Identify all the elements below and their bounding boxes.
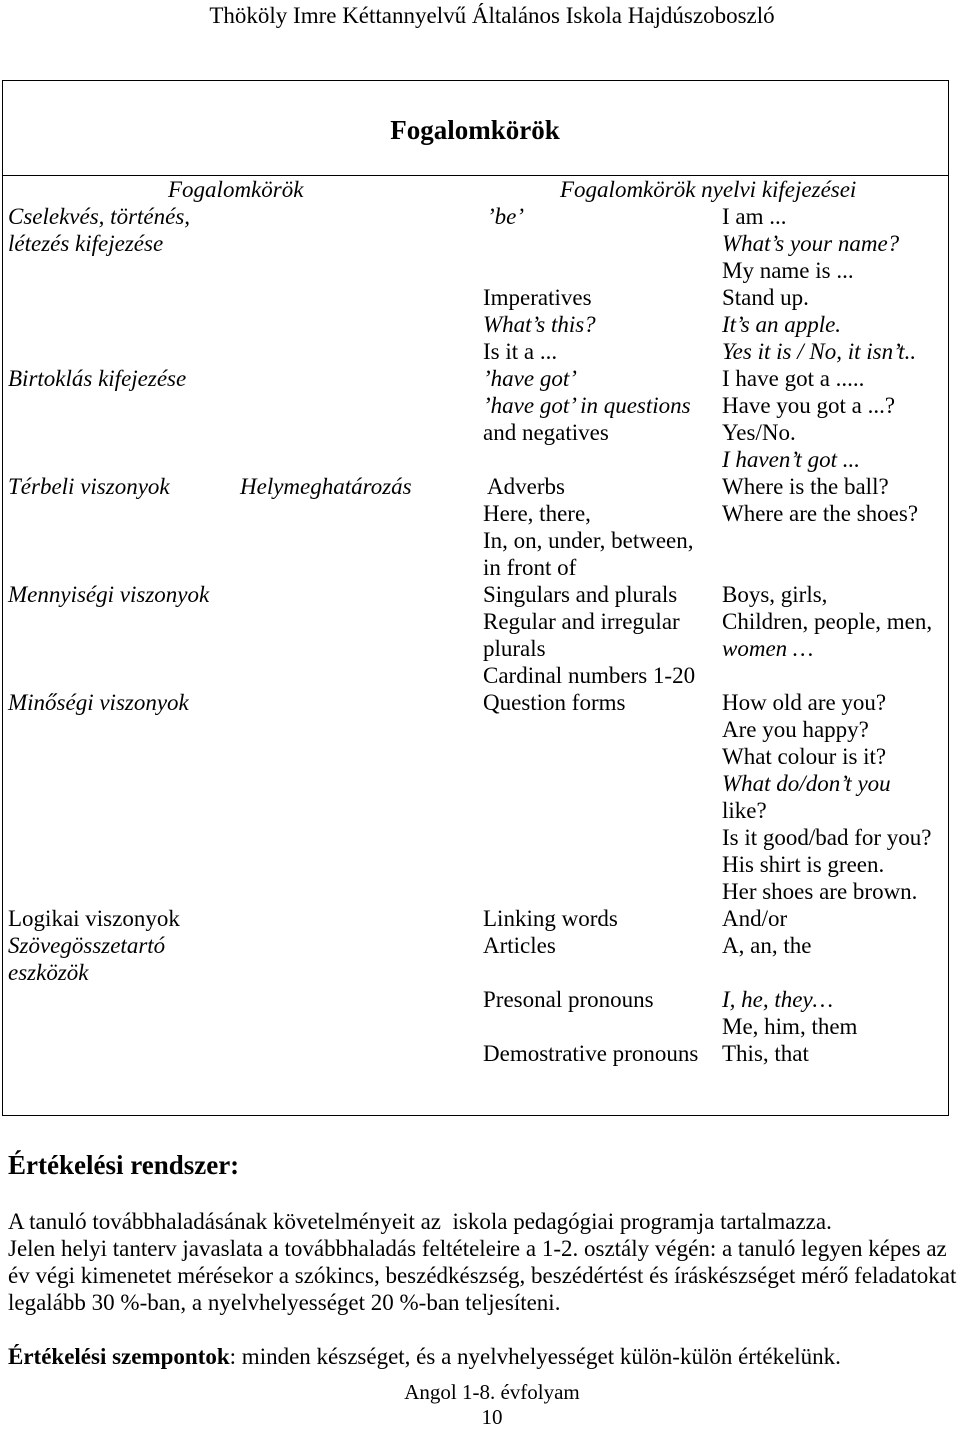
table-row — [0, 662, 960, 689]
table-row — [0, 446, 960, 473]
example-phrase: What do/don’t you — [722, 771, 891, 796]
example-phrase: Stand up. — [722, 285, 809, 310]
paragraph-line: Jelen helyi tanterv javaslata a továbbhaladás feltételeire a 1-2. osztály végén: a tanuló legyen képes az — [8, 1236, 947, 1261]
table-row — [0, 230, 960, 257]
example-phrase: Her shoes are brown. — [722, 879, 918, 904]
concept-label: Mennyiségi viszonyok — [8, 582, 210, 607]
example-phrase: Yes/No. — [722, 420, 796, 445]
example-phrase: How old are you? — [722, 690, 887, 715]
table-row — [0, 635, 960, 662]
concepts-table — [0, 176, 960, 1067]
example-phrase: I have got a ..... — [722, 366, 865, 391]
table-row — [0, 203, 960, 230]
table-title: Fogalomkörök — [390, 115, 560, 145]
table-row — [0, 770, 960, 797]
example-phrase: I haven’t got ... — [722, 447, 860, 472]
language-form: Regular and irregular — [483, 609, 680, 634]
paragraph-line: A tanuló továbbhaladásának követelményeit az iskola pedagógiai programja tartalmazza. — [8, 1209, 832, 1234]
concept-label: létezés kifejezése — [8, 231, 164, 256]
example-phrase: A, an, the — [722, 933, 812, 958]
table-row — [0, 473, 960, 500]
example-phrase: What’s your name? — [722, 231, 900, 256]
table-row — [0, 581, 960, 608]
language-form: ’be’ — [487, 204, 525, 229]
table-row — [0, 284, 960, 311]
table-row — [0, 986, 960, 1013]
table-row — [0, 500, 960, 527]
table-row — [0, 932, 960, 959]
language-form: In, on, under, between, — [483, 528, 694, 553]
table-header-row — [0, 176, 960, 203]
language-form: ’have got’ in questions — [483, 393, 691, 418]
language-form: ’have got’ — [483, 366, 577, 391]
subconcept-label: Helymeghatározás — [240, 474, 412, 499]
table-row — [0, 608, 960, 635]
page-header-school-name: Thököly Imre Kéttannyelvű Általános Iskola Hajdúszoboszló — [209, 3, 775, 28]
language-form: Adverbs — [487, 474, 565, 499]
language-form: Is it a ... — [483, 339, 558, 364]
language-form: Cardinal numbers 1-20 — [483, 663, 696, 688]
example-phrase: It’s an apple. — [722, 312, 842, 337]
example-phrase: Have you got a ...? — [722, 393, 896, 418]
paragraph-line: év végi kimenetet mérésekor a szókincs, beszédkészség, beszédértést és íráskészséget mérő feladatokat — [8, 1263, 957, 1288]
example-phrase: Is it good/bad for you? — [722, 825, 932, 850]
table-row — [0, 959, 960, 986]
evaluation-paragraph — [8, 1208, 958, 1316]
example-phrase: women … — [722, 636, 814, 661]
column-header-expressions: Fogalomkörök nyelvi kifejezései — [560, 177, 857, 202]
table-row — [0, 878, 960, 905]
table-row — [0, 365, 960, 392]
table-row — [0, 392, 960, 419]
language-form: Question forms — [483, 690, 626, 715]
concept-label: Térbeli viszonyok — [8, 474, 170, 499]
example-phrase: Yes it is / No, it isn’t.. — [722, 339, 917, 364]
table-row — [0, 851, 960, 878]
concept-label: Birtoklás kifejezése — [8, 366, 187, 391]
table-row — [0, 689, 960, 716]
concept-label: Szövegösszetartó — [8, 933, 166, 958]
evaluation-criteria — [8, 1343, 958, 1370]
language-form: in front of — [483, 555, 577, 580]
example-phrase: I am ... — [722, 204, 787, 229]
language-form: Here, there, — [483, 501, 591, 526]
table-row — [0, 554, 960, 581]
language-form: Articles — [483, 933, 556, 958]
example-phrase: This, that — [722, 1041, 809, 1066]
concept-label: Minőségi viszonyok — [8, 690, 189, 715]
evaluation-criteria-label: Értékelési szempontok — [8, 1344, 230, 1369]
table-row — [0, 716, 960, 743]
example-phrase: Me, him, them — [722, 1014, 858, 1039]
example-phrase: Boys, girls, — [722, 582, 828, 607]
language-form: Presonal pronouns — [483, 987, 654, 1012]
language-form: What’s this? — [483, 312, 596, 337]
example-phrase: I, he, they… — [722, 987, 834, 1012]
table-row — [0, 311, 960, 338]
example-phrase: His shirt is green. — [722, 852, 885, 877]
table-row — [0, 257, 960, 284]
language-form: Linking words — [483, 906, 618, 931]
example-phrase: like? — [722, 798, 767, 823]
language-form: Singulars and plurals — [483, 582, 678, 607]
example-phrase: Where is the ball? — [722, 474, 889, 499]
example-phrase: Children, people, men, — [722, 609, 933, 634]
language-form: Demostrative pronouns — [483, 1041, 699, 1066]
example-phrase: And/or — [722, 906, 788, 931]
evaluation-criteria-text: : minden készséget, és a nyelvhelyességet külön-külön értékelünk. — [229, 1344, 841, 1369]
concept-label: Cselekvés, történés, — [8, 204, 191, 229]
evaluation-heading: Értékelési rendszer: — [8, 1150, 240, 1180]
language-form: and negatives — [483, 420, 609, 445]
concept-label: Logikai viszonyok — [8, 906, 180, 931]
language-form: plurals — [483, 636, 546, 661]
table-row — [0, 338, 960, 365]
table-row — [0, 824, 960, 851]
table-row — [0, 1040, 960, 1067]
page-number: 10 — [481, 1405, 503, 1429]
example-phrase: My name is ... — [722, 258, 854, 283]
page-footer-subject: Angol 1-8. évfolyam — [404, 1380, 580, 1404]
table-row — [0, 743, 960, 770]
table-row — [0, 905, 960, 932]
language-form: Imperatives — [483, 285, 592, 310]
table-row — [0, 419, 960, 446]
example-phrase: Where are the shoes? — [722, 501, 919, 526]
example-phrase: What colour is it? — [722, 744, 887, 769]
table-row — [0, 1013, 960, 1040]
table-row — [0, 797, 960, 824]
example-phrase: Are you happy? — [722, 717, 869, 742]
concept-label: eszközök — [8, 960, 89, 985]
column-header-concepts: Fogalomkörök — [168, 177, 304, 202]
paragraph-line: legalább 30 %-ban, a nyelvhelyességet 20 %-ban teljesíteni. — [8, 1290, 561, 1315]
table-row — [0, 527, 960, 554]
